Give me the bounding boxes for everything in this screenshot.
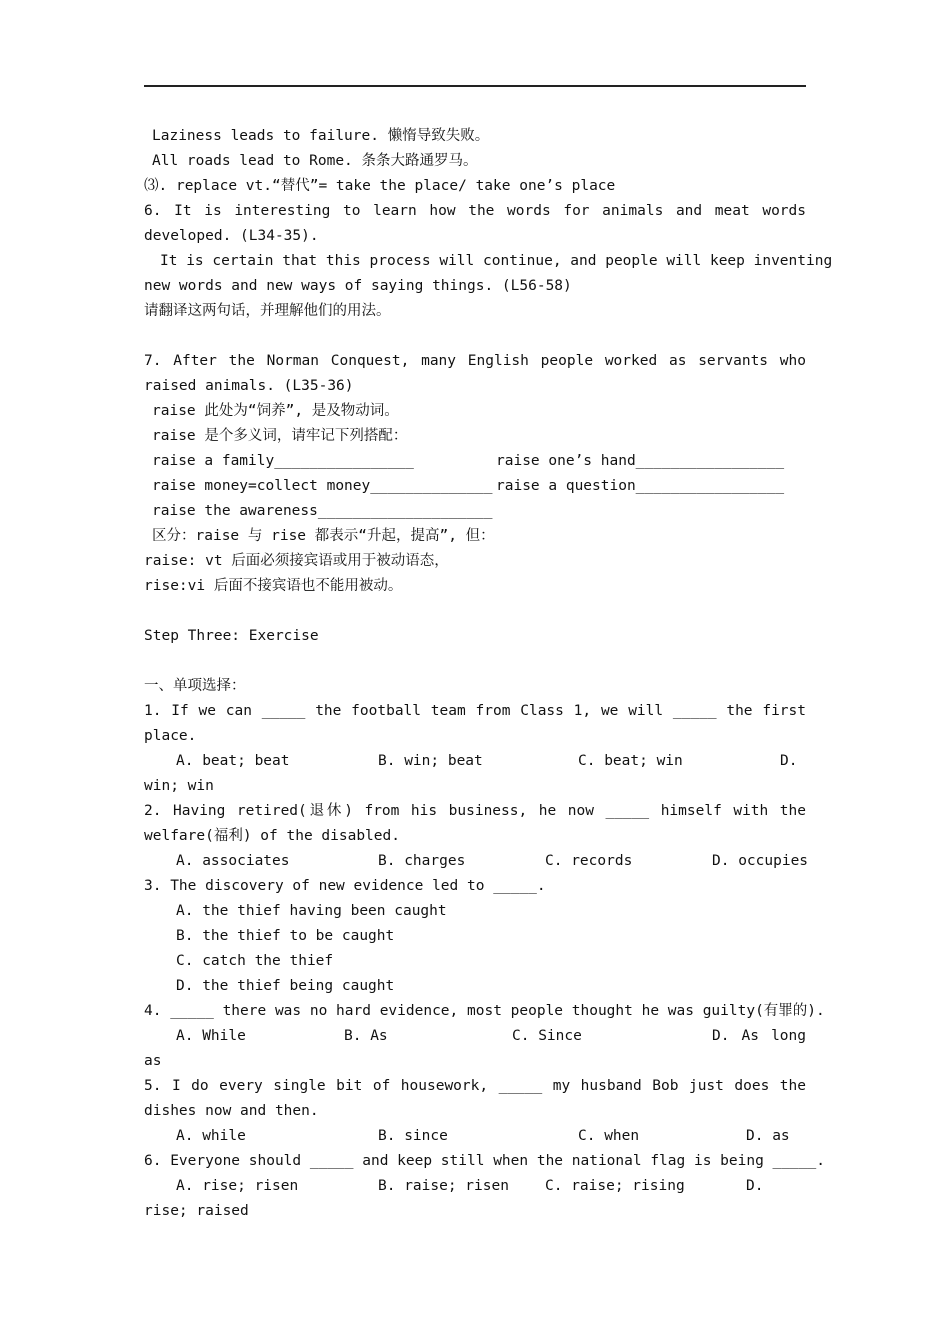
option-b: B. charges [378,853,466,869]
option-b: B. the thief to be caught [176,928,395,944]
question-stem: welfare(福利) of the disabled. [144,828,400,844]
text-line: developed. (L34-35). [144,228,319,244]
section-heading: Step Three: Exercise [144,628,319,644]
question-stem: dishes now and then. [144,1103,319,1119]
option-d: D. the thief being caught [176,978,395,994]
collocation-item: raise one’s hand_________________ [496,453,785,469]
option-b: B. raise; risen [378,1178,509,1194]
text-line: ⑶. replace vt.“替代”= take the place/ take one’s place [144,178,616,194]
option-c: C. records [545,853,633,869]
option-a: A. while [176,1128,246,1144]
text-line: 请翻译这两句话，并理解他们的用法。 [144,303,391,319]
option-a: A. rise; risen [176,1178,299,1194]
text-line: raise 此处为“饲养”, 是及物动词。 [152,403,399,419]
option-c: C. raise; rising [545,1178,685,1194]
question-stem: 1. If we can _____ the football team from Class 1, we will _____ the first [144,703,806,719]
question-stem: 2. Having retired(退休) from his business, he now _____ himself with the [144,803,806,819]
collocation-item: raise a family________________ [152,453,414,469]
text-line: raise 是个多义词，请牢记下列搭配： [152,428,408,444]
question-stem: 4. _____ there was no hard evidence, most people thought he was guilty(有罪的). [144,1003,825,1019]
option-a: A. the thief having been caught [176,903,447,919]
question-stem: 6. Everyone should _____ and keep still when the national flag is being _____. [144,1153,825,1169]
option-d: win; win [144,778,214,794]
option-a: A. associates [176,853,290,869]
collocation-item: raise money=collect money______________ [152,478,493,494]
text-line: raise: vt 后面必须接宾语或用于被动语态， [144,553,449,569]
option-d: D. As long [712,1028,806,1044]
option-b: B. win; beat [378,753,483,769]
option-b: B. As [344,1028,388,1044]
text-line: It is certain that this process will continue, and people will keep inventing [160,253,833,269]
text-line: 7. After the Norman Conquest, many English people worked as servants who [144,353,806,369]
text-line: new words and new ways of saying things. (L56-58) [144,278,572,294]
option-c: C. beat; win [578,753,683,769]
text-line: All roads lead to Rome. 条条大路通罗马。 [152,153,478,169]
text-line: Laziness leads to failure. 懒惰导致失败。 [152,128,490,144]
option-d: D. occupies [712,853,809,869]
collocation-item: raise a question_________________ [496,478,785,494]
option-a: A. While [176,1028,246,1044]
text-line: raised animals. (L35-36) [144,378,354,394]
option-d: D. as [746,1128,790,1144]
question-stem: 5. I do every single bit of housework, _____ my husband Bob just does the [144,1078,806,1094]
text-line: 6. It is interesting to learn how the words for animals and meat words [144,203,806,219]
question-stem: 3. The discovery of new evidence led to _____. [144,878,546,894]
collocation-item: raise the awareness____________________ [152,503,493,519]
option-d: as [144,1053,162,1069]
text-line: rise:vi 后面不接宾语也不能用被动。 [144,578,403,594]
option-d: D. [780,753,798,769]
header-rule [144,85,806,87]
option-a: A. beat; beat [176,753,290,769]
option-c: C. when [578,1128,640,1144]
option-d: D. [746,1178,764,1194]
option-c: C. catch the thief [176,953,334,969]
option-c: C. Since [512,1028,582,1044]
question-stem: place. [144,728,197,744]
text-line: 区分：raise 与 rise 都表示“升起，提高”, 但： [152,528,495,544]
option-b: B. since [378,1128,448,1144]
section-heading: 一、单项选择： [144,678,246,694]
option-d: rise; raised [144,1203,249,1219]
